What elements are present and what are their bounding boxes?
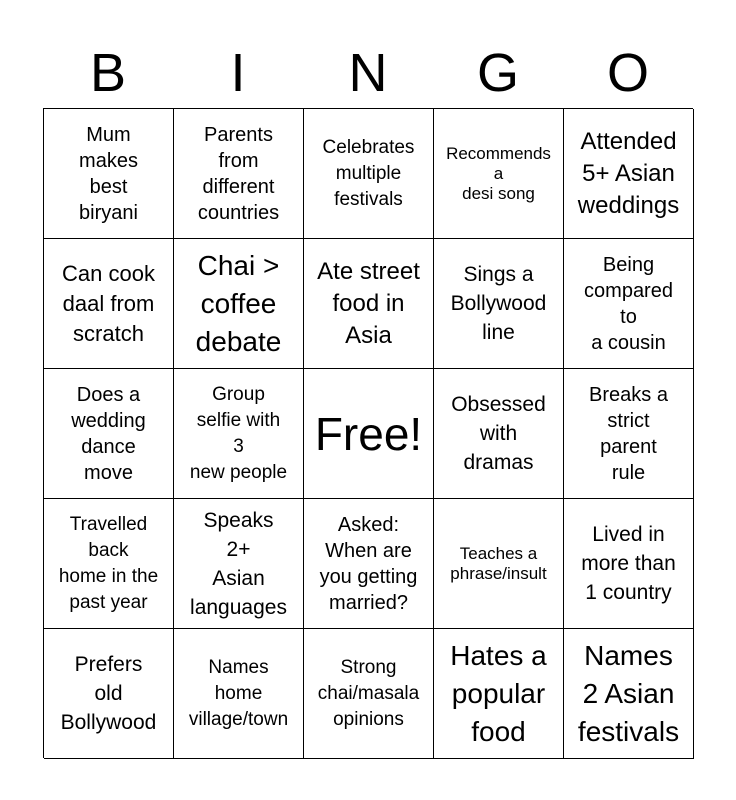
bingo-cell[interactable] xyxy=(44,499,174,629)
header-letter-i: I xyxy=(230,43,246,103)
bingo-cell[interactable] xyxy=(434,239,564,369)
cell-label: Attended 5+ Asian weddings xyxy=(577,127,680,219)
cell-label: Prefers old Bollywood xyxy=(60,653,157,734)
header-letter-g: G xyxy=(476,43,519,103)
cell-label: Being compared to a cousin xyxy=(584,253,673,354)
cell-label: Sings a Bollywood line xyxy=(450,263,547,344)
bingo-cell[interactable] xyxy=(564,109,694,239)
cell-label: Names 2 Asian festivals xyxy=(577,639,680,747)
header-letter-o: O xyxy=(606,43,649,103)
bingo-cell[interactable] xyxy=(174,369,304,499)
cell-label: Teaches a phrase/insult xyxy=(450,543,547,583)
bingo-grid xyxy=(43,108,693,758)
bingo-cell[interactable] xyxy=(44,629,174,759)
cell-label: Travelled back home in the past year xyxy=(58,513,159,613)
cell-label: Names home village/town xyxy=(188,656,289,730)
bingo-cell[interactable] xyxy=(434,629,564,759)
cell-label: Speaks 2+ Asian languages xyxy=(190,508,287,619)
bingo-cell[interactable] xyxy=(174,109,304,239)
cell-label: Celebrates multiple festivals xyxy=(322,136,415,210)
bingo-cell[interactable] xyxy=(434,369,564,499)
bingo-cell[interactable] xyxy=(434,499,564,629)
cell-label: Chai > coffee debate xyxy=(195,249,282,357)
cell-label: Strong chai/masala opinions xyxy=(317,656,420,730)
bingo-cell[interactable] xyxy=(564,239,694,369)
cell-label: Mum makes best biryani xyxy=(79,123,138,224)
bingo-cell[interactable] xyxy=(434,109,564,239)
cell-label: Hates a popular food xyxy=(450,639,547,747)
free-space-label: Free! xyxy=(314,407,423,460)
bingo-cell[interactable] xyxy=(564,369,694,499)
bingo-cell[interactable] xyxy=(304,499,434,629)
bingo-cell[interactable] xyxy=(174,499,304,629)
bingo-cell[interactable] xyxy=(44,109,174,239)
bingo-cell[interactable] xyxy=(304,109,434,239)
cell-label: Breaks a strict parent rule xyxy=(589,383,668,484)
free-space-cell[interactable] xyxy=(304,369,434,499)
cell-label: Group selfie with 3 new people xyxy=(189,383,288,483)
cell-label: Recommends a desi song xyxy=(446,143,551,203)
bingo-cell[interactable] xyxy=(304,239,434,369)
bingo-header xyxy=(43,38,693,108)
header-letter-b: B xyxy=(89,43,127,103)
bingo-cell[interactable] xyxy=(44,239,174,369)
bingo-cell[interactable] xyxy=(174,629,304,759)
bingo-cell[interactable] xyxy=(564,629,694,759)
cell-label: Lived in more than 1 country xyxy=(581,523,676,604)
cell-label: Asked: When are you getting married? xyxy=(319,513,418,614)
bingo-cell[interactable] xyxy=(44,369,174,499)
header-letter-n: N xyxy=(348,43,388,103)
cell-label: Parents from different countries xyxy=(197,123,280,224)
bingo-cell[interactable] xyxy=(304,629,434,759)
cell-label: Does a wedding dance move xyxy=(71,383,146,484)
bingo-cell[interactable] xyxy=(564,499,694,629)
cell-label: Obsessed with dramas xyxy=(451,393,546,474)
cell-label: Ate street food in Asia xyxy=(317,257,420,349)
bingo-cell[interactable] xyxy=(174,239,304,369)
cell-label: Can cook daal from scratch xyxy=(62,260,155,346)
